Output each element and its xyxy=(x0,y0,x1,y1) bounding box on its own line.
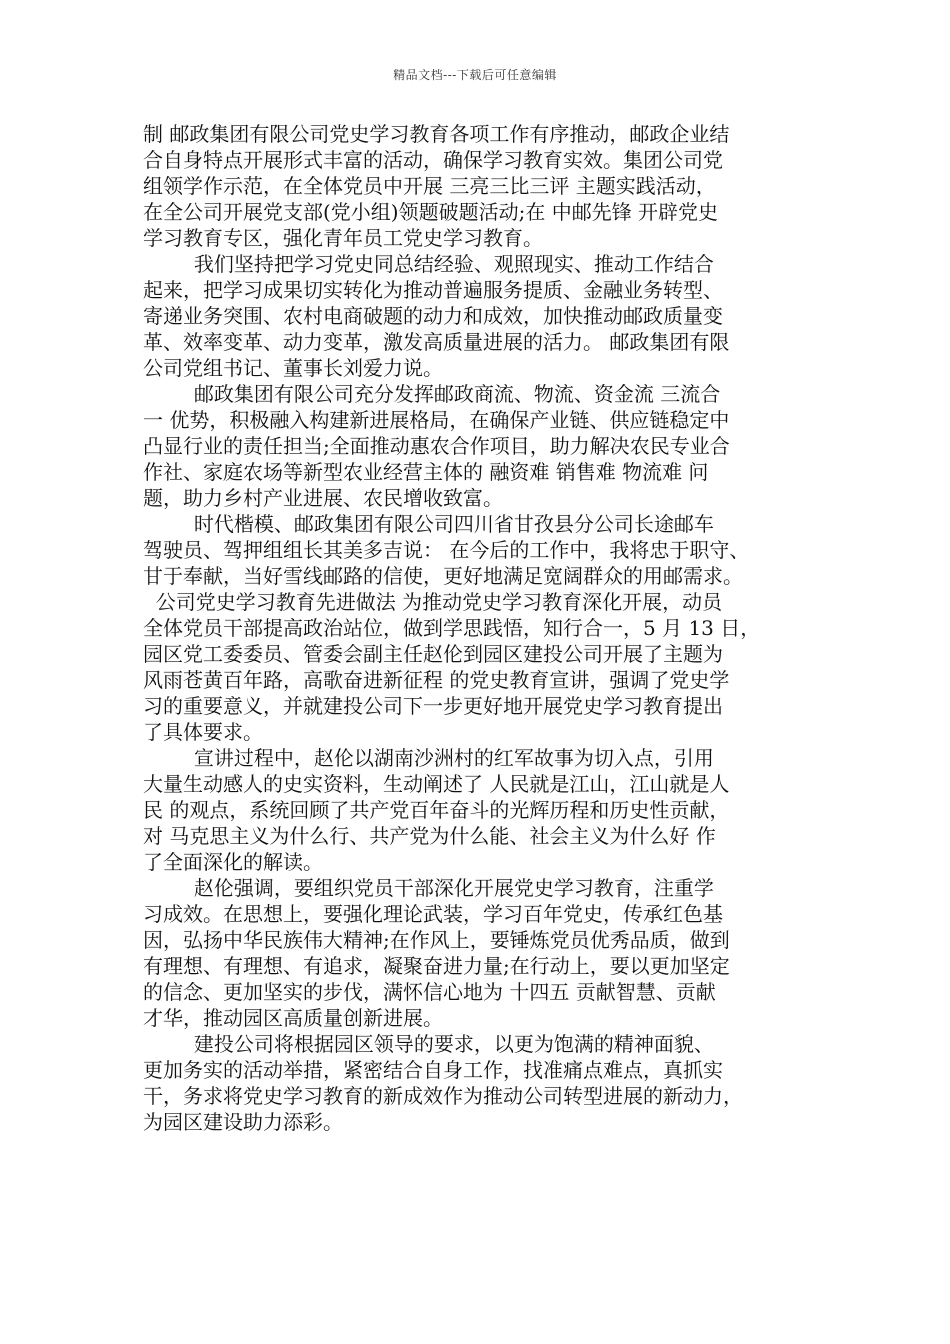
text-line: 一 优势，积极融入构建新进展格局，在确保产业链、供应链稳定中 xyxy=(143,408,730,432)
text-line: 作社、家庭农场等新型农业经营主体的 融资难 销售难 物流难 问 xyxy=(143,460,709,484)
text-line: 干，务求将党史学习教育的新成效作为推动公司转型进展的新动力， xyxy=(143,1084,743,1108)
text-line: 了具体要求。 xyxy=(143,720,263,744)
text-line: 才华，推动园区高质量创新进展。 xyxy=(143,1006,443,1030)
text-line: 民 的观点，系统回顾了共产党百年奋斗的光辉历程和历史性贡献， xyxy=(143,798,730,822)
text-line: 邮政集团有限公司充分发挥邮政商流、物流、资金流 三流合 xyxy=(143,382,721,406)
text-line: 宣讲过程中，赵伦以湖南沙洲村的红军故事为切入点，引用 xyxy=(143,746,714,770)
text-line: 公司党史学习教育先进做法 为推动党史学习教育深化开展，动员 xyxy=(143,590,723,614)
text-line: 组领学作示范，在全体党员中开展 三亮三比三评 主题实践活动， xyxy=(143,174,716,198)
document-body xyxy=(143,121,815,1135)
text-line: 习成效。在思想上，要强化理论武装，学习百年党史，传承红色基 xyxy=(143,902,723,926)
text-line: 在全公司开展党支部(党小组)领题破题活动;在 中邮先锋 开辟党史 xyxy=(143,200,719,224)
text-line: 对 马克思主义为什么行、共产党为什么能、社会主义为什么好 作 xyxy=(143,824,716,848)
text-line: 凸显行业的责任担当;全面推动惠农合作项目，助力解决农民专业合 xyxy=(143,434,730,458)
text-line: 了全面深化的解读。 xyxy=(143,850,323,874)
text-line: 革、效率变革、动力变革，激发高质量进展的活力。 邮政集团有限 xyxy=(143,330,730,354)
text-line: 合自身特点开展形式丰富的活动，确保学习教育实效。集团公司党 xyxy=(143,148,723,172)
text-line: 题，助力乡村产业进展、农民增收致富。 xyxy=(143,486,503,510)
text-line: 建投公司将根据园区领导的要求，以更为饱满的精神面貌、 xyxy=(143,1032,714,1056)
text-line: 更加务实的活动举措，紧密结合自身工作，找准痛点难点，真抓实 xyxy=(143,1058,723,1082)
text-line: 驾驶员、驾押组组长其美多吉说： 在今后的工作中，我将忠于职守、 xyxy=(143,538,750,562)
text-line: 甘于奉献，当好雪线邮路的信使，更好地满足宽阔群众的用邮需求。 xyxy=(143,564,743,588)
text-line: 制 邮政集团有限公司党史学习教育各项工作有序推动，邮政企业结 xyxy=(143,122,730,146)
text-line: 公司党组书记、董事长刘爱力说。 xyxy=(143,356,443,380)
text-line: 风雨苍黄百年路，高歌奋进新征程 的党史教育宣讲，强调了党史学 xyxy=(143,668,730,692)
page-header: 精品文档---下载后可任意编辑 xyxy=(393,68,557,82)
text-line: 大量生动感人的史实资料，生动阐述了 人民就是江山，江山就是人 xyxy=(143,772,730,796)
text-line: 时代楷模、邮政集团有限公司四川省甘孜县分公司长途邮车 xyxy=(143,512,714,536)
text-line: 起来，把学习成果切实转化为推动普遍服务提质、金融业务转型、 xyxy=(143,278,723,302)
text-line: 寄递业务突围、农村电商破题的动力和成效，加快推动邮政质量变 xyxy=(143,304,723,328)
text-line: 赵伦强调，要组织党员干部深化开展党史学习教育，注重学 xyxy=(143,876,714,900)
text-line: 的信念、更加坚实的步伐，满怀信心地为 十四五 贡献智慧、贡献 xyxy=(143,980,716,1004)
text-line: 园区党工委委员、管委会副主任赵伦到园区建投公司开展了主题为 xyxy=(143,642,723,666)
text-line: 我们坚持把学习党史同总结经验、观照现实、推动工作结合 xyxy=(143,252,714,276)
text-line: 习的重要意义，并就建投公司下一步更好地开展党史学习教育提出 xyxy=(143,694,723,718)
text-line: 全体党员干部提高政治站位，做到学思践悟，知行合一，5 月 13 日， xyxy=(143,616,761,640)
text-line: 为园区建设助力添彩。 xyxy=(143,1110,343,1134)
text-line: 有理想、有理想、有追求，凝聚奋进力量;在行动上，要以更加坚定 xyxy=(143,954,730,978)
text-line: 因，弘扬中华民族伟大精神;在作风上，要锤炼党员优秀品质，做到 xyxy=(143,928,730,952)
text-line: 学习教育专区，强化青年员工党史学习教育。 xyxy=(143,226,543,250)
